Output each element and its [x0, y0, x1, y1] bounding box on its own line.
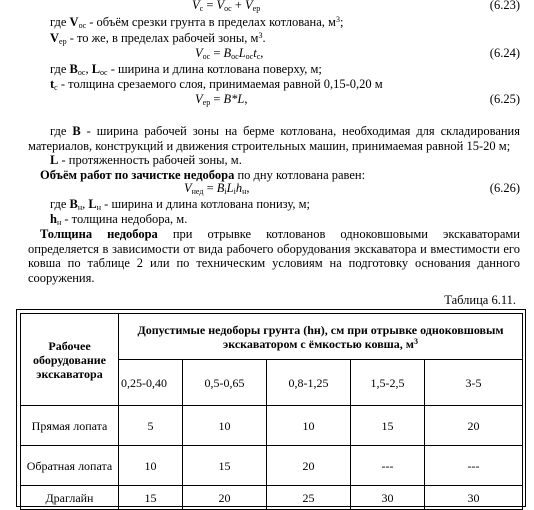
- table-cell: 5: [119, 406, 183, 446]
- sub: c: [54, 83, 58, 92]
- header-equipment: Рабочее оборудование экскаватора: [21, 314, 119, 406]
- formula-6-23: [192, 0, 260, 12]
- text: где: [50, 197, 70, 211]
- formula-op: ,: [244, 92, 248, 106]
- bold-term: Объём работ по зачистке недобора: [40, 168, 235, 182]
- table-cell: 15: [183, 446, 267, 486]
- definition-line: [50, 62, 322, 76]
- definition-line: [50, 212, 187, 226]
- var: V: [50, 31, 60, 45]
- formula-6-24: [195, 46, 263, 60]
- sub: oc: [100, 68, 108, 77]
- row-label: Драглайн: [21, 486, 119, 510]
- table-cell: ---: [351, 446, 425, 486]
- text: - протяженность рабочей зоны, м.: [58, 153, 242, 167]
- table-cell: 20: [183, 486, 267, 510]
- formula-sub: i: [224, 187, 227, 196]
- text: при отрывке котлованов одноковшовыми экскаваторами определяется в зависимости от вида рабочего оборудования экскаватора и вместимости его ковша по таблице 2 или по техническим условиям на подготовку основания данного сооружения.: [28, 227, 520, 285]
- var: V: [69, 15, 79, 29]
- equation-number: (6.25): [489, 92, 520, 106]
- capacity-cell: 1,5-2,5: [351, 360, 425, 406]
- capacity-cell: 3-5: [425, 360, 523, 406]
- formula-var: B: [223, 46, 232, 60]
- text: .: [262, 31, 266, 45]
- table-row: [21, 406, 523, 446]
- capacity-cell: 0,8-1,25: [267, 360, 351, 406]
- var: B: [72, 124, 81, 138]
- table-caption: Таблица 6.11.: [444, 293, 516, 307]
- formula-sub: oc: [231, 52, 239, 61]
- text: - толщина недобора, м.: [61, 212, 188, 226]
- var: L: [88, 197, 97, 211]
- formula-sub: oc: [224, 4, 232, 13]
- header-capacity: [119, 314, 523, 360]
- var: t: [50, 77, 55, 91]
- paragraph-b-definition: [28, 124, 520, 153]
- text: - ширина рабочей зоны на берме котлована, необходимая для складирования материалов, конструкций и движения строительных машин, принимаемая равной 15-20 м;: [28, 124, 520, 153]
- capacity-cell: 0,25-0,40: [119, 360, 183, 406]
- var: h: [50, 212, 57, 226]
- sub: ep: [59, 37, 67, 46]
- row-label: Обратная лопата: [21, 446, 119, 486]
- formula-var: V: [245, 0, 253, 12]
- text: где: [50, 124, 73, 138]
- text: где: [50, 62, 70, 76]
- formula-op: =: [210, 46, 224, 60]
- sub: н: [56, 218, 62, 227]
- table-row: [21, 486, 523, 510]
- formula-6-26: [184, 181, 249, 195]
- text: - то же, в пределах рабочей зоны, м: [66, 31, 259, 45]
- data-table: [20, 313, 523, 510]
- text: ,: [82, 197, 89, 211]
- sup: 3: [258, 31, 263, 40]
- formula-sub: c: [199, 4, 204, 13]
- section-line: [40, 168, 365, 182]
- table-cell: 15: [119, 486, 183, 510]
- text: - объём срезки грунта в пределах котлована, м: [86, 15, 336, 29]
- paragraph-thickness: [28, 227, 520, 285]
- var: L: [91, 62, 101, 76]
- definition-line: [50, 197, 310, 211]
- var: B: [69, 197, 78, 211]
- formula-var: V: [195, 92, 203, 106]
- table-cell: 30: [425, 486, 523, 510]
- table-cell: 10: [183, 406, 267, 446]
- formula-var: V: [192, 0, 200, 12]
- header-capacity-text: Допустимые недоборы грунта (hн), см при отрывке одноковшовым экскаватором с ёмкостью ковша, м: [137, 322, 504, 351]
- formula-var: t: [253, 46, 257, 60]
- formula-sub: oc: [202, 52, 211, 61]
- capacity-cell: 0,5-0,65: [183, 360, 267, 406]
- formula-sub: ep: [202, 98, 211, 107]
- formula-op: +: [231, 0, 246, 12]
- equation-number: (6.24): [489, 46, 520, 60]
- formula-var: V: [184, 181, 192, 195]
- row-label: Прямая лопата: [21, 406, 119, 446]
- sup: 3: [413, 336, 418, 346]
- formula-var: B*L: [223, 92, 245, 106]
- formula-var: h: [235, 181, 243, 195]
- var: L: [50, 153, 59, 167]
- bold-term: Толщина недобора: [40, 227, 158, 241]
- table-row: [21, 446, 523, 486]
- var: B: [69, 62, 78, 76]
- definition-line: [50, 15, 343, 29]
- definition-line: [50, 77, 383, 91]
- table-cell: 20: [425, 406, 523, 446]
- formula-sub: н: [242, 187, 247, 196]
- formula-op: ,: [246, 181, 250, 195]
- formula-sub: oc: [245, 52, 254, 61]
- formula-op: =: [210, 92, 224, 106]
- formula-6-25: [195, 92, 247, 106]
- sub: н: [96, 203, 102, 212]
- formula-sub: нед: [191, 187, 204, 196]
- formula-sub: i: [233, 187, 236, 196]
- equation-number: (6.23): [489, 0, 520, 12]
- formula-op: ,: [260, 46, 264, 60]
- formula-op: =: [203, 0, 217, 12]
- definition-line: [50, 153, 242, 167]
- table-cell: 30: [351, 486, 425, 510]
- formula-var: L: [226, 181, 234, 195]
- text: - ширина и длина котлована поверху, м;: [107, 62, 322, 76]
- text: - ширина и длина котлована понизу, м;: [101, 197, 310, 211]
- table-cell: 10: [119, 446, 183, 486]
- definition-line: [50, 31, 266, 45]
- formula-var: V: [195, 46, 203, 60]
- formula-var: B: [216, 181, 225, 195]
- text: по дну котлована равен:: [234, 168, 366, 182]
- table-cell: 10: [267, 406, 351, 446]
- formula-sub: c: [256, 52, 261, 61]
- formula-var: L: [238, 46, 246, 60]
- equation-number: (6.26): [489, 181, 520, 195]
- table-cell: ---: [425, 446, 523, 486]
- formula-var: V: [216, 0, 225, 12]
- text: где: [50, 15, 70, 29]
- text: ;: [339, 15, 344, 29]
- sub: oc: [77, 68, 86, 77]
- text: ,: [85, 62, 92, 76]
- table-cell: 25: [267, 486, 351, 510]
- table-cell: 15: [351, 406, 425, 446]
- sup: 3: [335, 15, 340, 24]
- sub: н: [77, 203, 83, 212]
- formula-op: =: [203, 181, 217, 195]
- text: - толщина срезаемого слоя, принимаемая равной 0,15-0,20 м: [57, 77, 383, 91]
- formula-sub: ep: [252, 4, 261, 13]
- sub: oc: [78, 21, 87, 30]
- table-cell: 20: [267, 446, 351, 486]
